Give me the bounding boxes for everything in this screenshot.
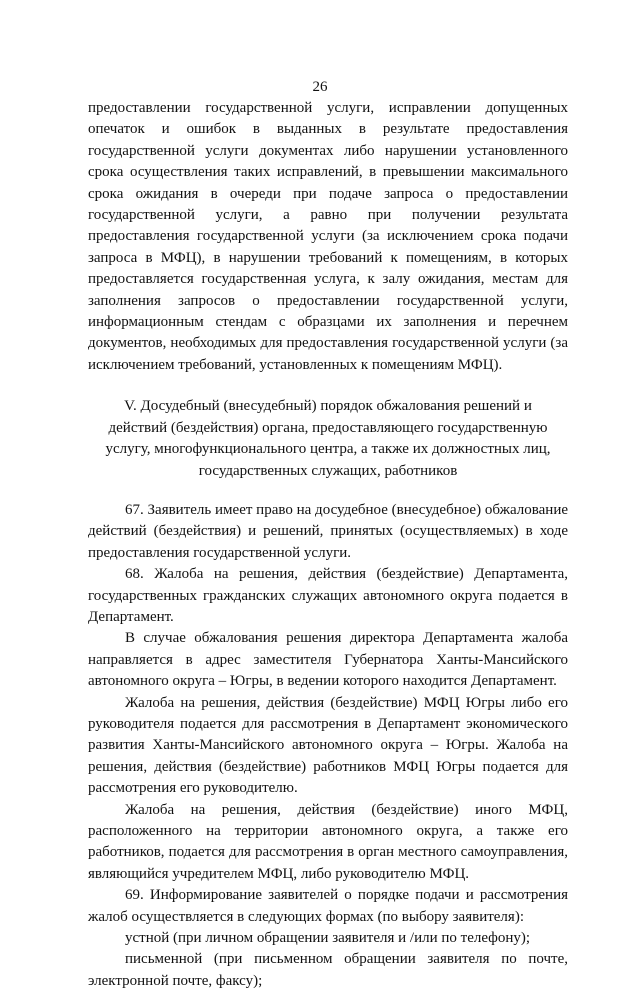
- paragraph-other-mfc-complaint: Жалоба на решения, действия (бездействие) иного МФЦ, расположенного на территории автономного округа, а также его работников, подается для рассмотрения в орган местного самоуправления, являющийся учредителем МФЦ, либо руководителю МФЦ.: [88, 801, 568, 882]
- paragraph-69: 69. Информирование заявителей о порядке подачи и рассмотрения жалоб осуществляется в следующих формах (по выбору заявителя):: [88, 887, 568, 925]
- intro-paragraph: предоставлении государственной услуги, исправлении допущенных опечаток и ошибок в выданных в результате предоставления государственной услуги документах либо нарушении установленного срока осуществления таких исправлений, в превышении максимального срока ожидания в очереди при подаче запроса о предоставлении государственной услуги, а равно при получении результата предоставления государственной услуги (за исключением срока подачи запроса в МФЦ), в нарушении требований к помещениям, в которых предоставляется государственная услуга, к залу ожидания, местам для заполнения запросов о предоставлении государственной услуги, информационным стендам с образцами их заполнения и перечнем документов, необходимых для предоставления государственной услуги (за исключением требований, установленных к помещениям МФЦ).: [88, 100, 568, 373]
- section-heading-line: V. Досудебный (внесудебный) порядок обжалования решений и: [124, 398, 532, 415]
- section-heading-line: государственных служащих, работников: [198, 462, 458, 479]
- paragraph-director-appeal: В случае обжалования решения директора Департамента жалоба направляется в адрес заместителя Губернатора Ханты-Мансийского автономного округа – Югры, в ведении которого находится Департамент.: [88, 630, 568, 690]
- document-body: [88, 98, 568, 992]
- section-heading-line: действий (бездействия) органа, предоставляющего государственную: [108, 419, 548, 436]
- paragraph-68: 68. Жалоба на решения, действия (бездействие) Департамента, государственных гражданских служащих автономного округа подается в Департамент.: [88, 566, 568, 625]
- section-heading-line: услугу, многофункционального центра, а также их должностных лиц,: [105, 441, 551, 458]
- section-heading: [88, 396, 568, 482]
- page-number: 26: [312, 79, 328, 95]
- list-item-oral: устной (при личном обращении заявителя и /или по телефону);: [125, 930, 531, 947]
- list-item-written: письменной (при письменном обращении заявителя по почте, электронной почте, факсу);: [88, 951, 568, 989]
- paragraph-mfc-yugra-complaint: Жалоба на решения, действия (бездействие) МФЦ Югры либо его руководителя подается для рассмотрения в Департамент экономического развития Ханты-Мансийского автономного округа – Югры. Жалоба на решения, действия (бездействие) работников МФЦ Югры подается для рассмотрения его руководителю.: [88, 694, 568, 797]
- paragraph-67: 67. Заявитель имеет право на досудебное (внесудебное) обжалование действий (бездействия) и решений, принятых (осуществляемых) в ходе предоставления государственной услуги.: [88, 501, 568, 561]
